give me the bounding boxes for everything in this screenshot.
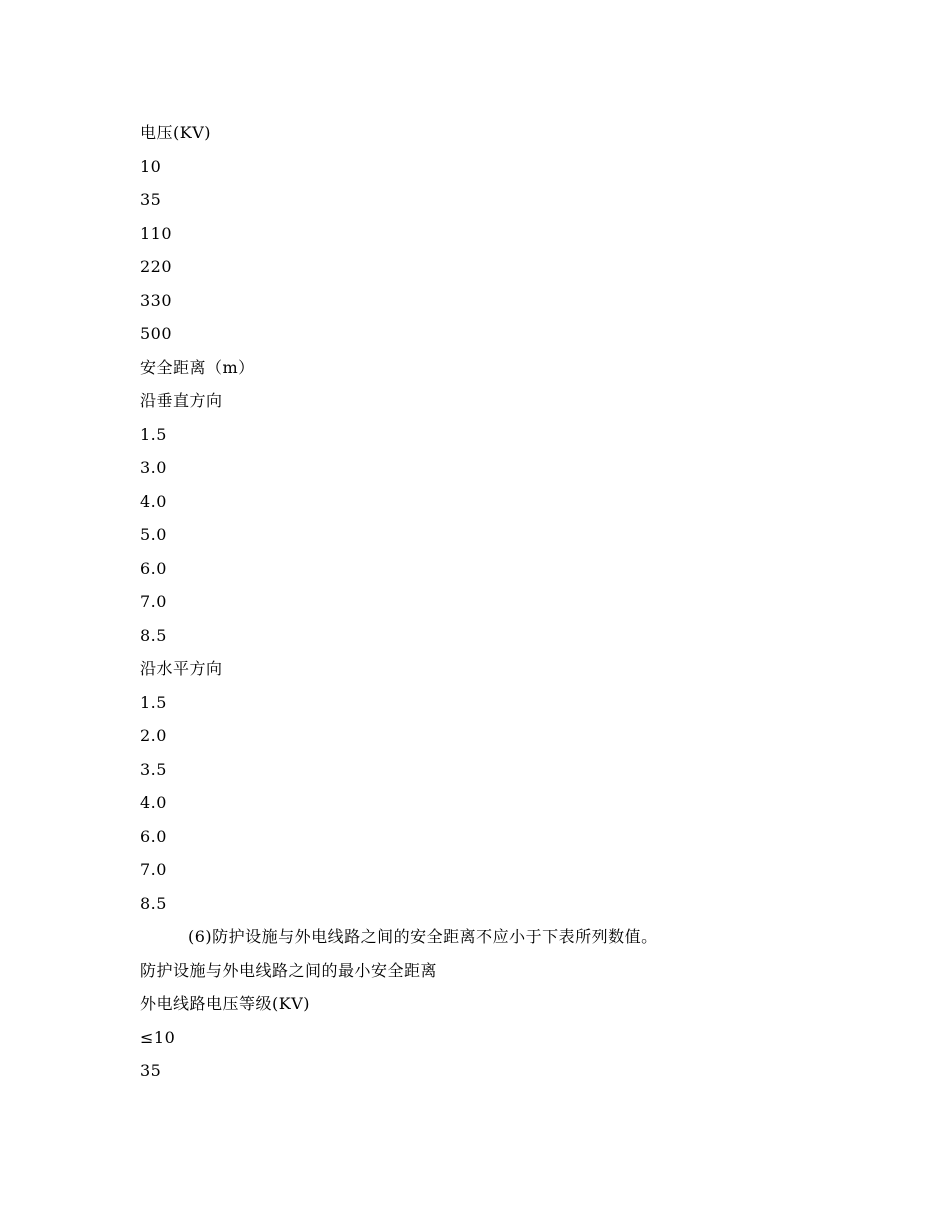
text-line: 沿垂直方向 <box>140 391 223 410</box>
text-line: 6.0 <box>140 826 167 846</box>
text-line: 沿水平方向 <box>140 659 223 678</box>
text-line: 110 <box>140 223 173 243</box>
text-line: 安全距离（m） <box>140 357 255 377</box>
text-line: 500 <box>140 324 173 343</box>
text-line: 1.5 <box>140 692 167 712</box>
text-line: 5.0 <box>140 525 167 544</box>
text-line: 2.0 <box>140 726 167 745</box>
text-line: 35 <box>140 190 162 209</box>
text-line: 3.0 <box>140 458 167 477</box>
text-line: ≤10 <box>140 1027 176 1047</box>
text-line: 4.0 <box>140 793 167 812</box>
text-line: 330 <box>140 290 173 310</box>
text-line: 7.0 <box>140 592 167 611</box>
text-line: 10 <box>140 156 162 176</box>
text-line: 35 <box>140 1061 162 1080</box>
text-line: 电压(KV) <box>140 123 211 142</box>
text-line: 6.0 <box>140 558 167 578</box>
text-line: 7.0 <box>140 860 167 879</box>
text-line: 外电线路电压等级(KV) <box>140 994 310 1013</box>
text-line: 4.0 <box>140 491 167 511</box>
text-line: 3.5 <box>140 759 167 779</box>
text-line: (6)防护设施与外电线路之间的安全距离不应小于下表所列数值。 <box>188 927 658 946</box>
text-line: 防护设施与外电线路之间的最小安全距离 <box>140 960 438 980</box>
text-line: 8.5 <box>140 893 167 913</box>
text-line: 8.5 <box>140 625 167 645</box>
text-line: 1.5 <box>140 424 167 444</box>
document-body <box>140 116 820 1088</box>
text-line: 220 <box>140 257 173 276</box>
